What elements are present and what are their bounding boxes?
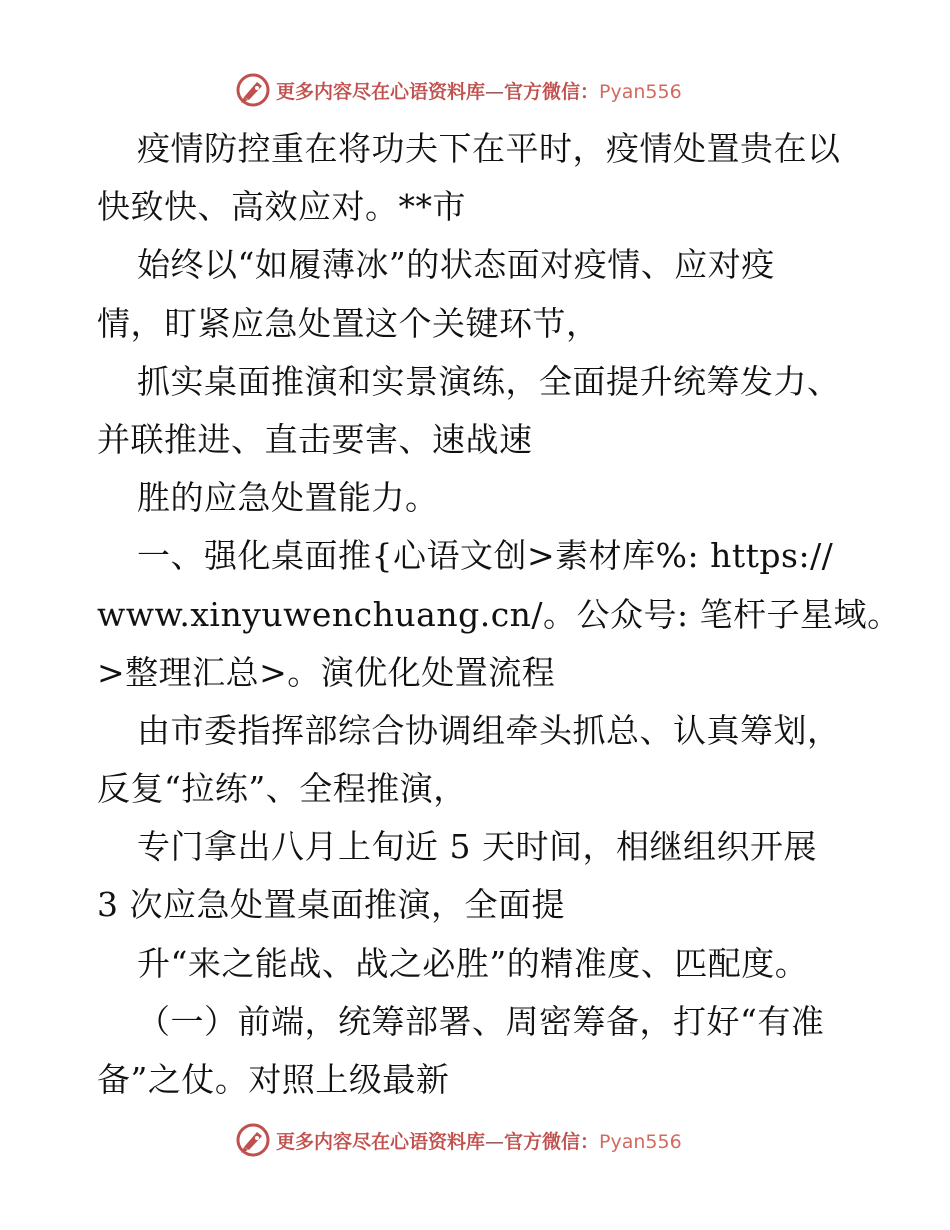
text-line: 备”之仗。对照上级最新 (97, 1060, 450, 1099)
document-body (97, 120, 901, 1109)
text-line: 始终以“如履薄冰”的状态面对疫情、应对疫 (137, 245, 775, 285)
text-line: 情，盯紧应急处置这个关键环节， (97, 303, 600, 343)
watermark-separator: — (485, 1131, 505, 1153)
pen-logo-icon (235, 1122, 271, 1158)
text-line: 由市委指挥部综合协调组牵头抓总、认真筹划， (137, 710, 841, 750)
watermark-site-text: 更多内容尽在心语资料库 (276, 1131, 486, 1153)
footer-watermark (0, 1120, 950, 1164)
text-line: 抓实桌面推演和实景演练，全面提升统筹发力、 (137, 361, 841, 401)
text-line: >整理汇总>。演优化处置流程 (97, 652, 556, 692)
text-line: 反复“拉练”、全程推演， (97, 769, 467, 809)
section-heading: 一、强化桌面推{心语文创>素材库%: https:// (137, 536, 834, 576)
watermark-wechat-handle: Pyan556 (599, 81, 682, 103)
watermark-text (276, 1127, 682, 1154)
text-line: 升“来之能战、战之必胜”的精准度、匹配度。 (137, 943, 809, 983)
text-line: 疫情防控重在将功夫下在平时，疫情处置贵在以 (137, 129, 841, 168)
text-line: 快致快、高效应对。**市 (97, 187, 466, 227)
watermark-separator: — (485, 81, 505, 103)
pen-logo-icon (235, 72, 271, 108)
text-line: 胜的应急处置能力。 (137, 478, 439, 518)
text-line: 并联推进、直击要害、速战速 (97, 419, 533, 459)
watermark-text (276, 77, 682, 104)
text-line: www.xinyuwenchuang.cn/。公众号: 笔杆子星域。 (97, 594, 901, 634)
text-line: 3 次应急处置桌面推演，全面提 (97, 885, 565, 925)
text-line: 专门拿出八月上旬近 5 天时间，相继组织开展 (137, 827, 817, 867)
subsection-heading: （一）前端，统筹部署、周密筹备，打好“有准 (137, 1001, 825, 1041)
watermark-site-text: 更多内容尽在心语资料库 (276, 81, 486, 103)
watermark-wechat-handle: Pyan556 (599, 1131, 682, 1153)
watermark-wechat-label: 官方微信： (504, 81, 600, 103)
watermark-wechat-label: 官方微信： (504, 1131, 600, 1153)
header-watermark (0, 70, 950, 114)
